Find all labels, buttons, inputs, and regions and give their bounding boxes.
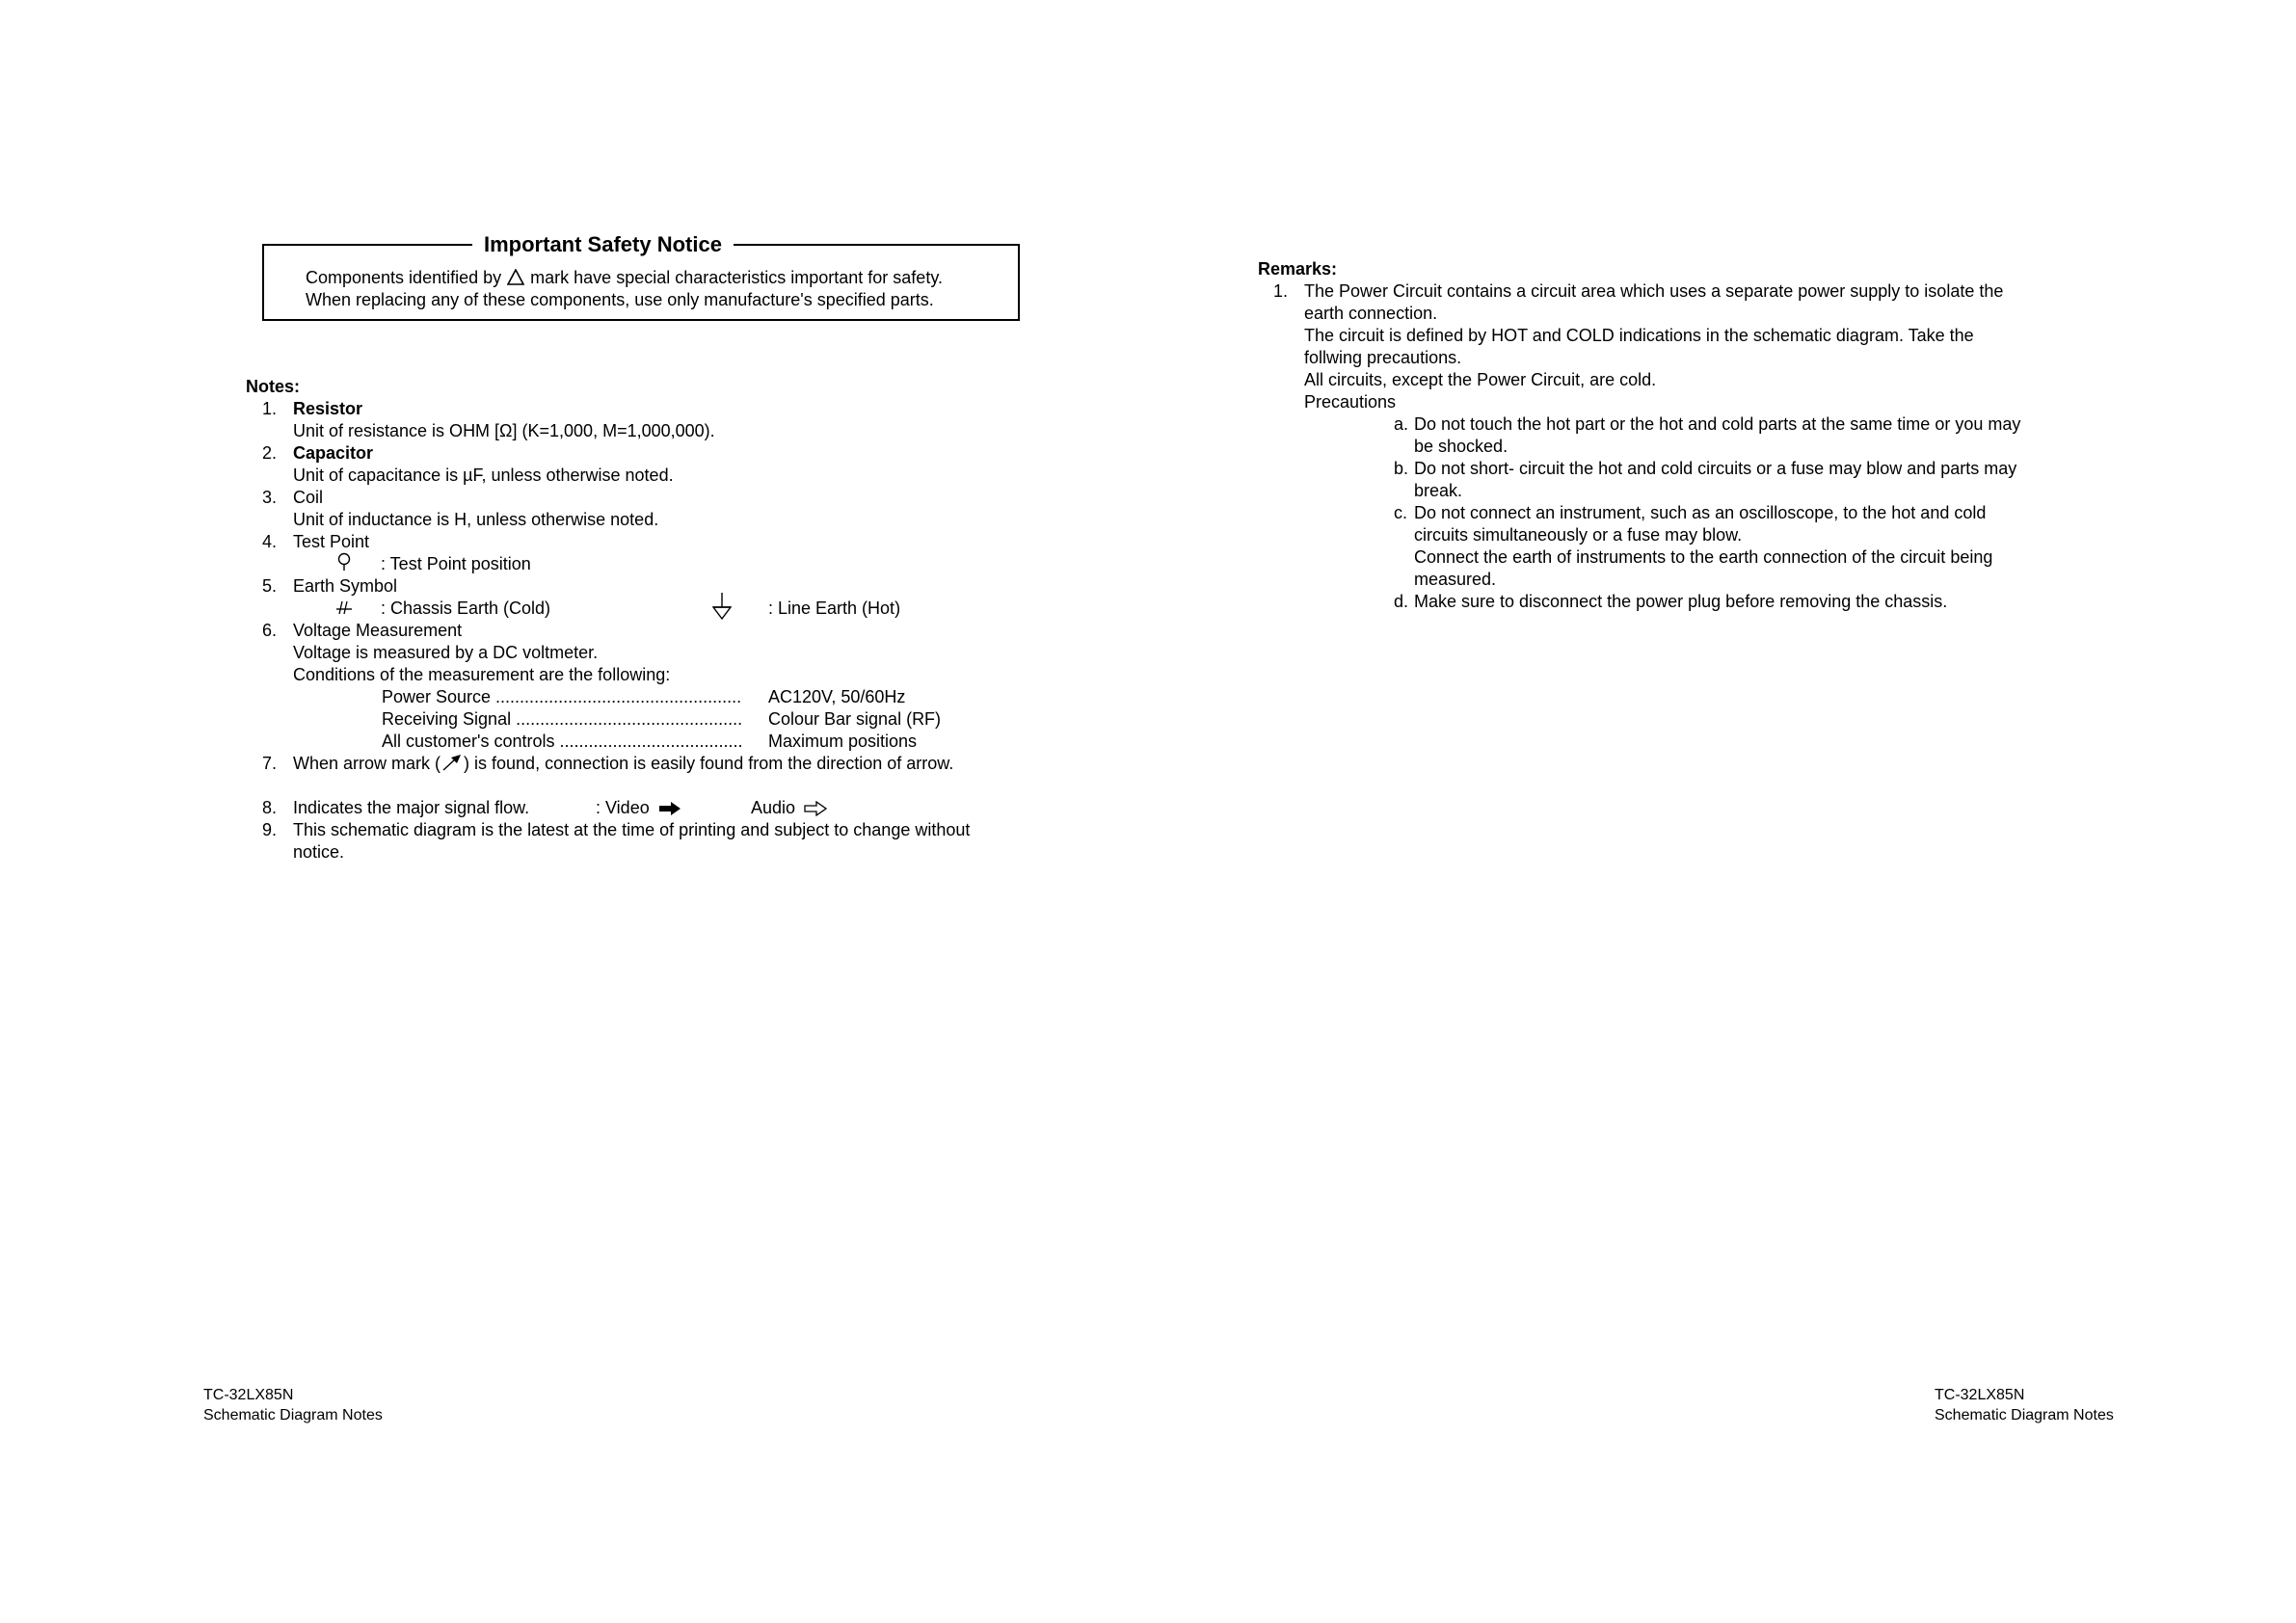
precaution-line: Make sure to disconnect the power plug before removing the chassis. [1414, 592, 1948, 611]
chassis-earth-icon [335, 599, 353, 616]
precaution-line: circuits simultaneously or a fuse may blow. [1414, 525, 1743, 545]
remarks-line: earth connection. [1304, 304, 1438, 323]
note-3-title: Coil [293, 488, 324, 507]
remarks-line: The Power Circuit contains a circuit area which uses a separate power supply to isolate the [1304, 281, 2004, 301]
audio-arrow-icon [804, 801, 827, 816]
footer-left-model: TC-32LX85N [203, 1387, 294, 1403]
remarks-heading: Remarks: [1258, 259, 1338, 279]
condition-label: Receiving Signal ............................................... [382, 709, 743, 729]
precaution-letter: c. [1394, 503, 1408, 522]
footer-right-model: TC-32LX85N [1935, 1387, 2025, 1403]
note-4-number: 4. [262, 532, 278, 551]
precaution-line: measured. [1414, 570, 1497, 589]
precaution-line: break. [1414, 481, 1463, 500]
note-5-chassis-text: : Chassis Earth (Cold) [381, 599, 551, 618]
note-7-text: When arrow mark ( ) is found, connection is easily found from the direction of arrow. [293, 754, 954, 773]
note-2-title: Capacitor [293, 443, 374, 463]
note-8-number: 8. [262, 798, 278, 817]
note-2-text: Unit of capacitance is µF, unless otherwise noted. [293, 466, 674, 485]
note-6-text-1: Voltage is measured by a DC voltmeter. [293, 643, 599, 662]
note-6-number: 6. [262, 621, 278, 640]
remarks-line: All circuits, except the Power Circuit, are cold. [1304, 370, 1657, 389]
precaution-line: Do not touch the hot part or the hot and cold parts at the same time or you may [1414, 414, 2021, 434]
note-1-text: Unit of resistance is OHM [Ω] (K=1,000, M=1,000,000). [293, 421, 715, 440]
note-1-title: Resistor [293, 399, 363, 418]
video-signal-label: : Video [596, 797, 681, 819]
precaution-line: be shocked. [1414, 437, 1508, 456]
footer-right-title: Schematic Diagram Notes [1935, 1407, 2114, 1423]
note-6-text-2: Conditions of the measurement are the following: [293, 665, 671, 684]
remarks-line: follwing precautions. [1304, 348, 1462, 367]
safety-notice-line-1: Components identified by mark have special characteristics important for safety. [306, 268, 943, 287]
note-6-title: Voltage Measurement [293, 621, 463, 640]
note-9-text-1: This schematic diagram is the latest at the time of printing and subject to change without [293, 820, 971, 839]
note-5-line-text: : Line Earth (Hot) [768, 599, 901, 618]
connection-arrow-icon [441, 754, 463, 771]
precaution-letter: a. [1394, 414, 1409, 434]
precaution-letter: b. [1394, 459, 1409, 478]
condition-value: Colour Bar signal (RF) [768, 709, 942, 729]
note-5-number: 5. [262, 576, 278, 596]
note-9-number: 9. [262, 820, 278, 839]
precaution-line: Do not short- circuit the hot and cold circuits or a fuse may blow and parts may [1414, 459, 2017, 478]
note-1-number: 1. [262, 399, 278, 418]
line-earth-icon [711, 592, 733, 621]
test-point-icon [336, 552, 352, 572]
video-arrow-icon [658, 801, 681, 816]
notes-heading: Notes: [246, 377, 301, 396]
remarks-number: 1. [1273, 281, 1289, 301]
condition-label: All customer's controls ...................................... [382, 732, 743, 751]
warning-triangle-icon [507, 269, 524, 285]
condition-value: AC120V, 50/60Hz [768, 687, 906, 706]
note-4-text: : Test Point position [381, 554, 531, 573]
remarks-line: The circuit is defined by HOT and COLD indications in the schematic diagram. Take the [1304, 326, 1974, 345]
precaution-letter: d. [1394, 592, 1409, 611]
condition-value: Maximum positions [768, 732, 918, 751]
note-4-title: Test Point [293, 532, 370, 551]
precaution-line: Do not connect an instrument, such as an oscilloscope, to the hot and cold [1414, 503, 1987, 522]
footer-left-title: Schematic Diagram Notes [203, 1407, 383, 1423]
note-9-text-2: notice. [293, 842, 345, 862]
safety-notice-line-2: When replacing any of these components, use only manufacture's specified parts. [306, 290, 934, 309]
safety-notice-title: Important Safety Notice [472, 231, 734, 258]
note-5-title: Earth Symbol [293, 576, 398, 596]
remarks-line: Precautions [1304, 392, 1397, 412]
audio-signal-label: Audio [751, 797, 827, 819]
note-2-number: 2. [262, 443, 278, 463]
note-3-number: 3. [262, 488, 278, 507]
precaution-line: Connect the earth of instruments to the earth connection of the circuit being [1414, 547, 1993, 567]
note-3-text: Unit of inductance is H, unless otherwise noted. [293, 510, 659, 529]
note-8-text: Indicates the major signal flow. [293, 798, 530, 817]
condition-label: Power Source ................................................... [382, 687, 742, 706]
note-7-number: 7. [262, 754, 278, 773]
